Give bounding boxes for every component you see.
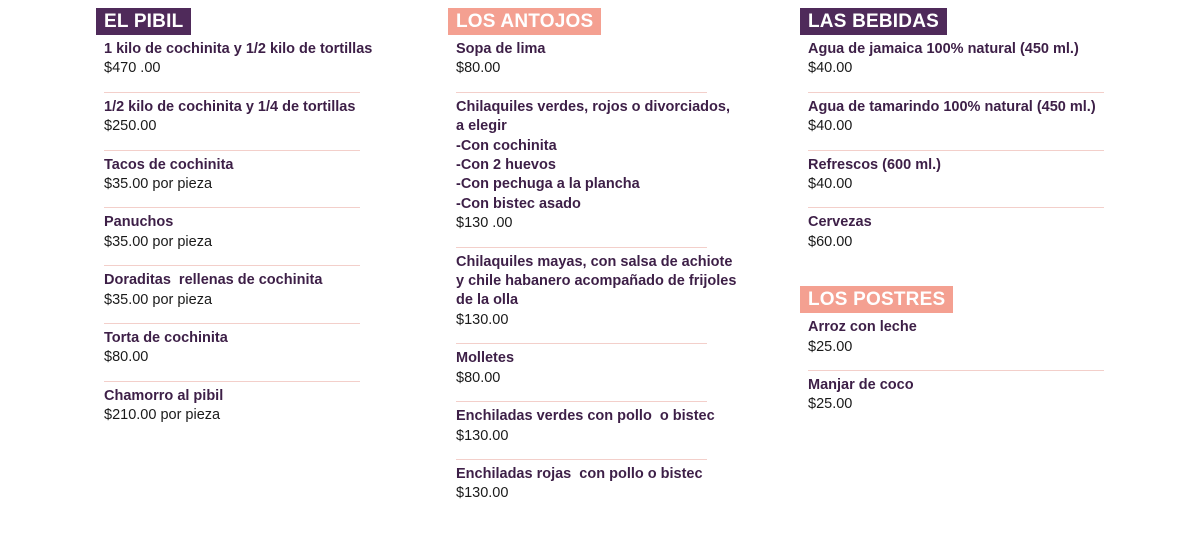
item-name: Arroz con leche <box>808 319 917 336</box>
item-price: $40.00 <box>808 60 853 77</box>
item-price: $60.00 <box>808 233 853 250</box>
menu-item <box>808 98 1104 151</box>
menu-item <box>808 40 1104 93</box>
section-las-bebidas <box>800 8 1104 428</box>
menu-item <box>456 40 707 93</box>
item-price: $35.00 por pieza <box>104 176 213 193</box>
item-price: $40.00 <box>808 118 853 135</box>
menu-item <box>104 213 360 266</box>
item-name: Agua de jamaica 100% natural (450 ml.) <box>808 41 1079 57</box>
menu-item <box>104 271 360 324</box>
item-price: $80.00 <box>456 369 501 386</box>
item-price: $35.00 por pieza <box>104 291 213 308</box>
item-name: Agua de tamarindo 100% natural (450 ml.) <box>808 98 1096 115</box>
item-name: Cervezas <box>808 214 872 231</box>
item-price: $250.00 <box>104 118 157 135</box>
menu-item <box>456 465 707 517</box>
item-price: $470 .00 <box>104 60 161 77</box>
item-name: Molletes <box>456 350 515 367</box>
item-name: Refrescos (600 ml.) <box>808 156 941 173</box>
menu-item <box>456 98 730 248</box>
item-name: Doraditas rellenas de cochinita <box>104 272 323 289</box>
item-name: 1 kilo de cochinita y 1/2 kilo de tortillas <box>104 41 373 57</box>
item-price: $80.00 <box>456 60 501 77</box>
item-name: Chilaquiles verdes, rojos o divorciados, a elegir -Con cochinita -Con 2 huevos -Con pechuga a la plancha -Con bistec asado <box>456 98 730 212</box>
item-price: $130.00 <box>456 311 509 328</box>
item-price: $25.00 <box>808 338 853 355</box>
item-price: $210.00 por pieza <box>104 407 221 424</box>
section-title: LAS BEBIDAS <box>800 8 947 35</box>
item-name: Torta de cochinita <box>104 330 228 347</box>
item-name: Enchiladas rojas con pollo o bistec <box>456 465 703 482</box>
item-name: 1/2 kilo de cochinita y 1/4 de tortillas <box>104 98 356 115</box>
section-title: LOS POSTRES <box>800 286 953 313</box>
item-name: Enchiladas verdes con pollo o bistec <box>456 408 715 425</box>
section-el-pibil <box>96 8 373 439</box>
item-price: $80.00 <box>104 349 149 366</box>
section-title: EL PIBIL <box>96 8 191 35</box>
item-price: $130.00 <box>456 485 509 502</box>
menu-item <box>104 156 360 209</box>
item-price: $25.00 <box>808 396 853 413</box>
item-name: Chamorro al pibil <box>104 387 224 404</box>
item-name: Sopa de lima <box>456 41 546 57</box>
item-name: Chilaquiles mayas, con salsa de achiote y chile habanero acompañado de frijoles de la olla <box>456 253 737 309</box>
item-price: $130.00 <box>456 427 509 444</box>
menu-item <box>808 213 1104 265</box>
menu-item <box>456 349 707 402</box>
menu-item <box>456 407 715 460</box>
item-price: $35.00 por pieza <box>104 233 213 250</box>
menu-item <box>104 329 360 382</box>
menu-item <box>104 387 360 439</box>
item-price: $130 .00 <box>456 215 513 232</box>
menu-item <box>808 318 1104 371</box>
item-name: Tacos de cochinita <box>104 156 234 173</box>
menu-item <box>456 253 737 345</box>
menu-item <box>104 98 360 151</box>
menu-item <box>808 156 1104 209</box>
section-title: LOS ANTOJOS <box>448 8 601 35</box>
menu-item <box>808 376 1104 428</box>
item-name: Panuchos <box>104 214 174 231</box>
menu-item <box>104 40 373 93</box>
section-los-antojos <box>448 8 737 517</box>
item-name: Manjar de coco <box>808 377 914 394</box>
item-price: $40.00 <box>808 176 853 193</box>
